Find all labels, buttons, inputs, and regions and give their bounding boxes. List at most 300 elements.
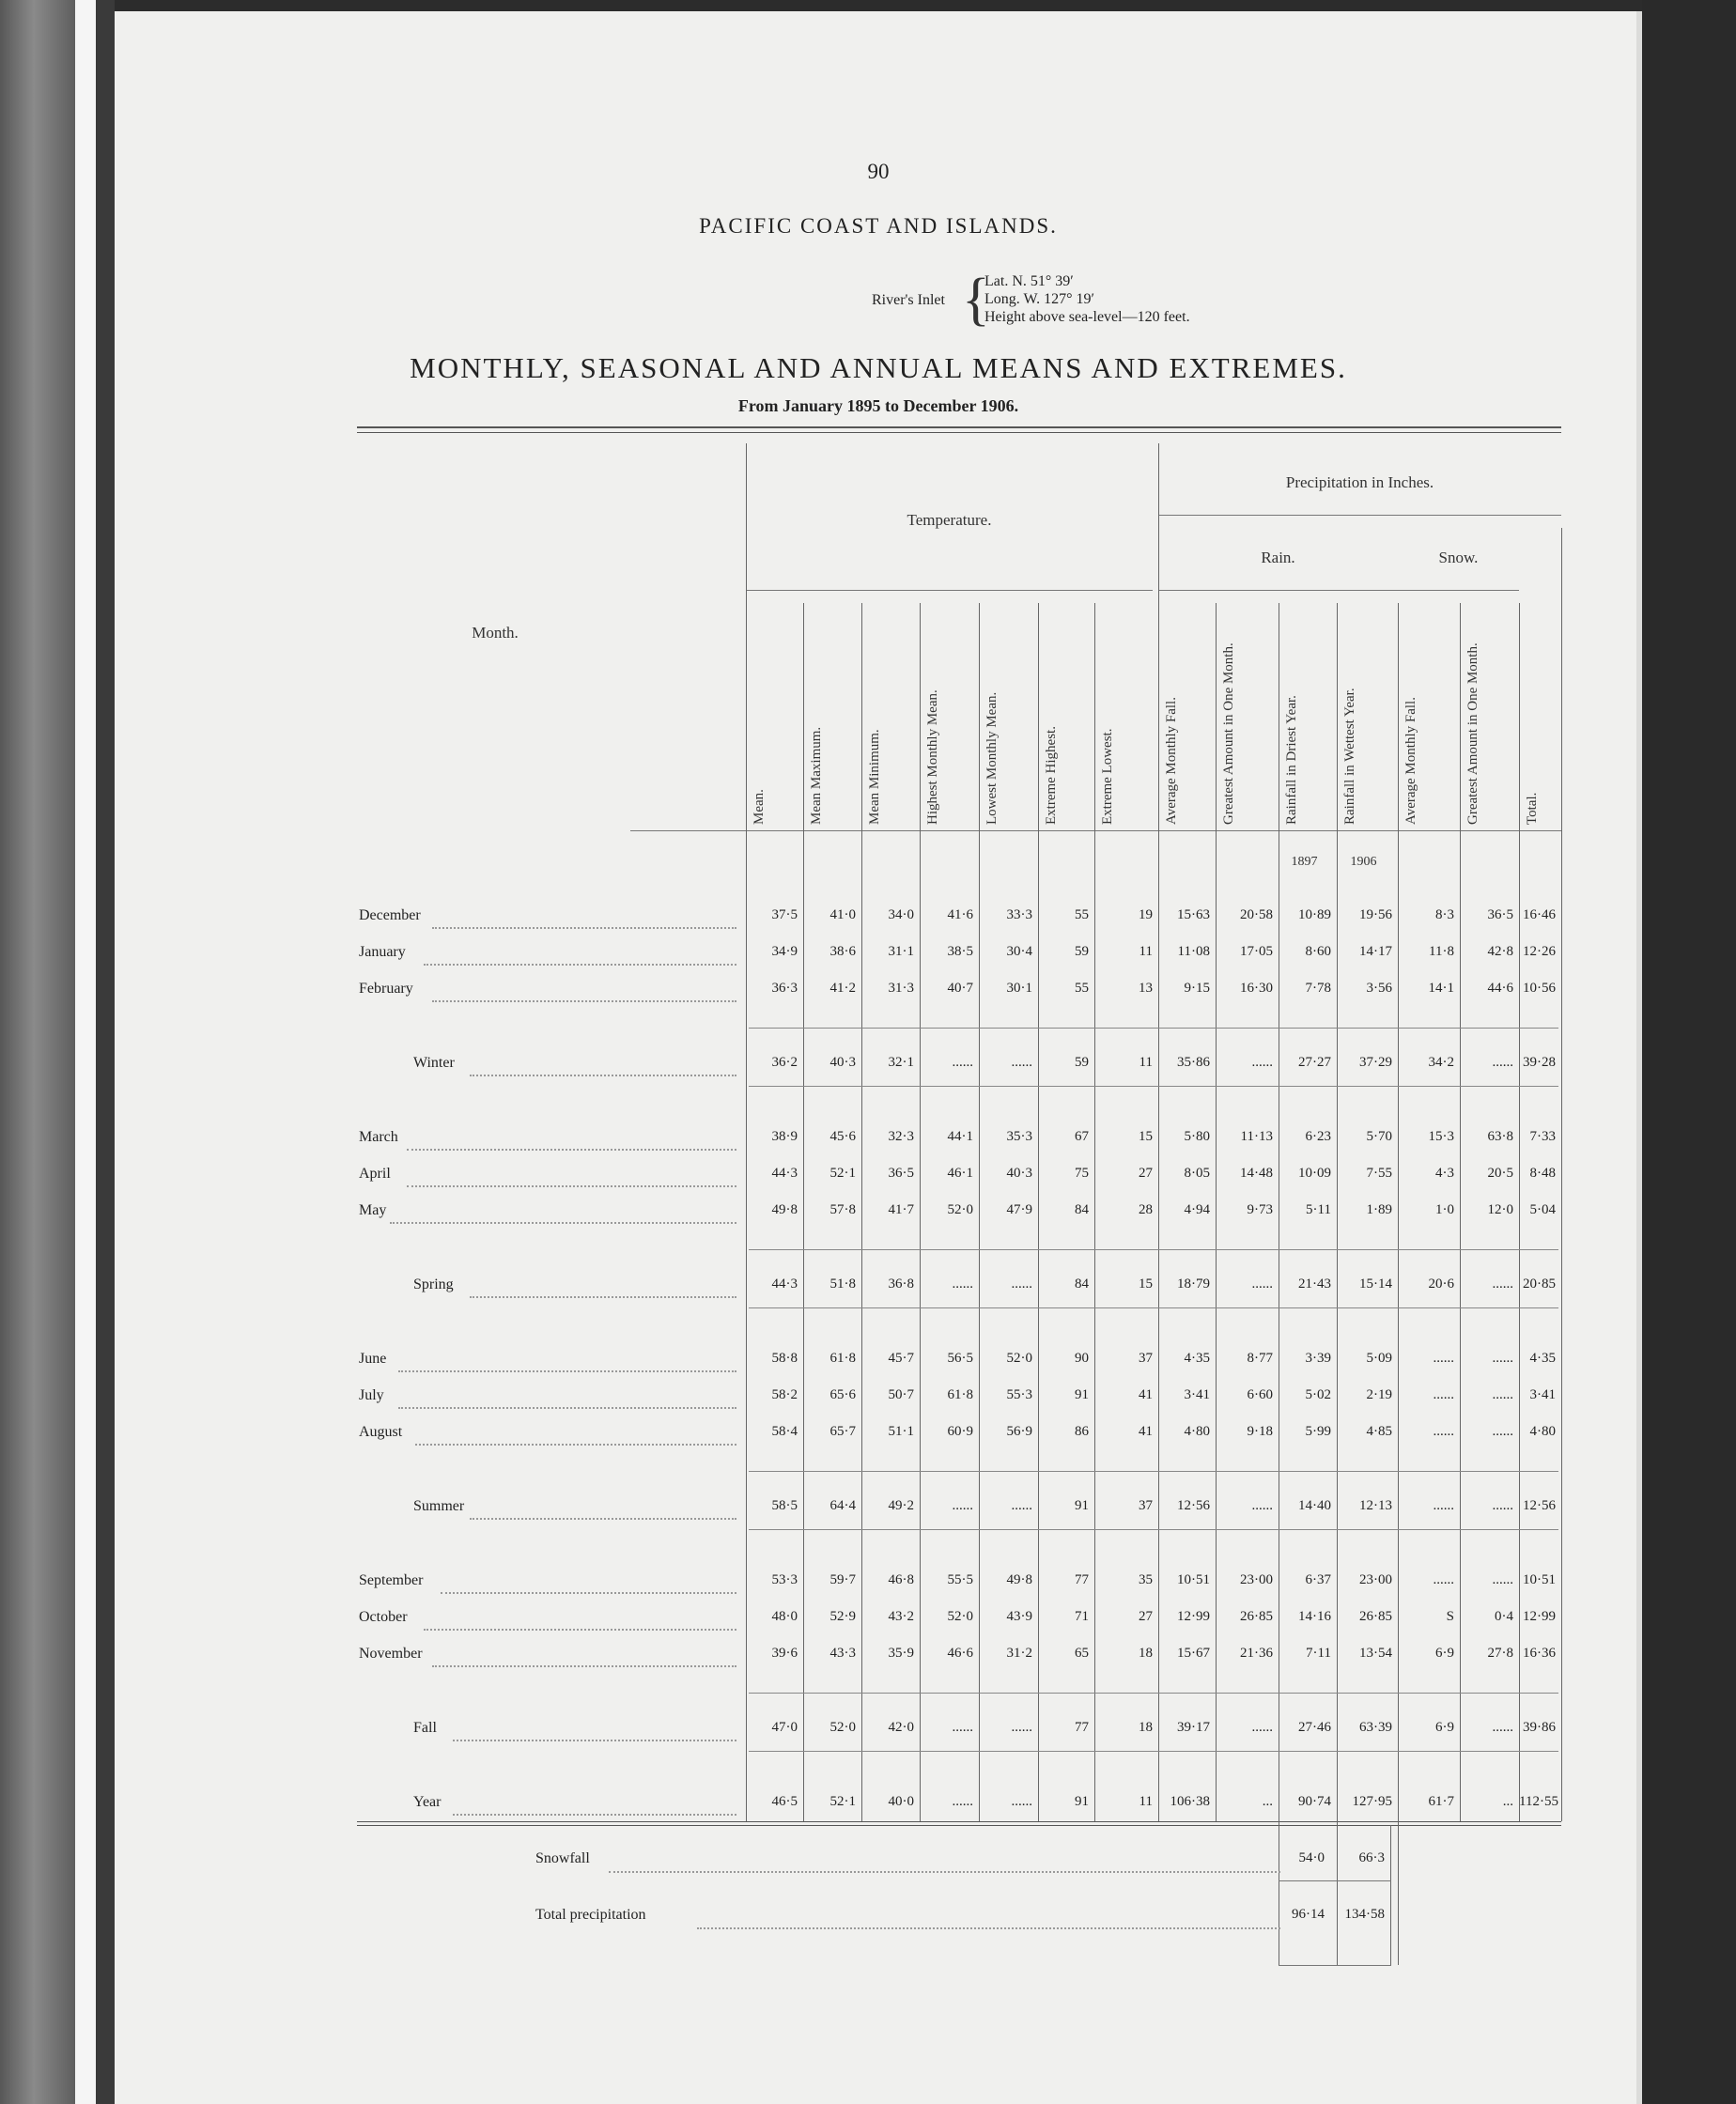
cell-extreme-lowest: 13: [1139, 981, 1153, 996]
snowfall-driest-value: 54·0: [1298, 1850, 1325, 1865]
cell-rainfall-driest-year: 10·09: [1298, 1166, 1331, 1181]
cell-snow-greatest-in-one-month: ......: [1492, 1424, 1513, 1439]
cell-rainfall-driest-year: 6·37: [1305, 1572, 1331, 1587]
leader-dots: [432, 912, 736, 929]
cell-highest-monthly-mean: 46·6: [947, 1646, 973, 1661]
cell-mean: 39·6: [771, 1646, 798, 1661]
cell-mean-maximum: 51·8: [829, 1276, 856, 1292]
cell-extreme-highest: 84: [1075, 1202, 1089, 1217]
cell-mean-maximum: 61·8: [829, 1351, 856, 1366]
cell-extreme-lowest: 18: [1139, 1720, 1153, 1735]
cell-lowest-monthly-mean: 55·3: [1006, 1387, 1032, 1402]
cell-mean-maximum: 40·3: [829, 1055, 856, 1070]
cell-rainfall-driest-year: 7·78: [1305, 981, 1331, 996]
cell-rainfall-driest-year: 8·60: [1305, 944, 1331, 959]
cell-total: 10·56: [1523, 981, 1556, 996]
cell-highest-monthly-mean: 38·5: [947, 944, 973, 959]
cell-lowest-monthly-mean: 49·8: [1006, 1572, 1032, 1587]
cell-rainfall-wettest-year: 127·95: [1352, 1794, 1392, 1809]
cell-extreme-highest: 91: [1075, 1498, 1089, 1513]
column-header-extreme-lowest: Extreme Lowest.: [1100, 728, 1115, 825]
cell-lowest-monthly-mean: 31·2: [1006, 1646, 1032, 1661]
cell-extreme-lowest: 41: [1139, 1424, 1153, 1439]
cell-snow-average-monthly-fall: 4·3: [1435, 1166, 1454, 1181]
cell-rain-greatest-in-one-month: 16·30: [1240, 981, 1273, 996]
scan-background: [1642, 0, 1736, 2104]
cell-total: 20·85: [1523, 1276, 1556, 1292]
season-separator-rule: [749, 1529, 1558, 1530]
cell-extreme-lowest: 18: [1139, 1646, 1153, 1661]
leader-dots: [441, 1577, 736, 1594]
cell-highest-monthly-mean: 55·5: [947, 1572, 973, 1587]
cell-rain-average-monthly-fall: 5·80: [1184, 1129, 1210, 1144]
cell-mean-minimum: 31·3: [888, 981, 914, 996]
cell-rain-greatest-in-one-month: ......: [1251, 1055, 1273, 1070]
cell-extreme-lowest: 28: [1139, 1202, 1153, 1217]
cell-lowest-monthly-mean: ......: [1011, 1276, 1032, 1292]
cell-lowest-monthly-mean: 43·9: [1006, 1609, 1032, 1624]
cell-total: 4·35: [1529, 1351, 1556, 1366]
cell-rain-average-monthly-fall: 15·67: [1177, 1646, 1210, 1661]
cell-highest-monthly-mean: 61·8: [947, 1387, 973, 1402]
cell-total: 10·51: [1523, 1572, 1556, 1587]
cell-lowest-monthly-mean: 30·4: [1006, 944, 1032, 959]
column-header-mean-minimum: Mean Minimum.: [867, 729, 882, 825]
leader-dots: [390, 1207, 736, 1224]
precipitation-group-rule: [1158, 515, 1561, 516]
table-bottom-rule-thin: [357, 1825, 1561, 1826]
cell-mean-minimum: 42·0: [888, 1720, 914, 1735]
cell-mean: 44·3: [771, 1166, 798, 1181]
cell-rain-average-monthly-fall: 39·17: [1177, 1720, 1210, 1735]
row-label: Fall: [413, 1720, 437, 1736]
cell-mean: 36·2: [771, 1055, 798, 1070]
cell-total: 5·04: [1529, 1202, 1556, 1217]
cell-mean: 53·3: [771, 1572, 798, 1587]
cell-rainfall-wettest-year: 12·13: [1359, 1498, 1392, 1513]
book-spine-edge: [0, 0, 75, 2104]
column-header-rule: [630, 830, 1561, 831]
cell-extreme-lowest: 19: [1139, 907, 1153, 922]
cell-snow-average-monthly-fall: 1·0: [1435, 1202, 1454, 1217]
snowfall-box-rule: [1279, 1880, 1391, 1881]
season-separator-rule: [749, 1693, 1558, 1694]
cell-rainfall-driest-year: 5·11: [1306, 1202, 1331, 1217]
cell-highest-monthly-mean: 40·7: [947, 981, 973, 996]
leader-dots: [470, 1060, 736, 1076]
cell-rainfall-wettest-year: 5·70: [1366, 1129, 1392, 1144]
cell-rainfall-wettest-year: 7·55: [1366, 1166, 1392, 1181]
cell-rain-greatest-in-one-month: 23·00: [1240, 1572, 1273, 1587]
cell-rainfall-driest-year: 5·99: [1305, 1424, 1331, 1439]
cell-rainfall-wettest-year: 14·17: [1359, 944, 1392, 959]
cell-lowest-monthly-mean: 35·3: [1006, 1129, 1032, 1144]
cell-rainfall-driest-year: 14·16: [1298, 1609, 1331, 1624]
table-top-rule: [357, 426, 1561, 428]
cell-rain-average-monthly-fall: 15·63: [1177, 907, 1210, 922]
leader-dots: [432, 985, 736, 1002]
cell-mean-minimum: 43·2: [888, 1609, 914, 1624]
cell-snow-average-monthly-fall: 8·3: [1435, 907, 1454, 922]
total-precip-wettest-value: 134·58: [1344, 1907, 1385, 1922]
cell-mean-maximum: 41·2: [829, 981, 856, 996]
row-label: February: [359, 981, 413, 997]
cell-highest-monthly-mean: 56·5: [947, 1351, 973, 1366]
table-top-rule-thin: [357, 432, 1561, 433]
cell-rainfall-wettest-year: 5·09: [1366, 1351, 1392, 1366]
cell-rain-greatest-in-one-month: 8·77: [1247, 1351, 1273, 1366]
cell-mean-minimum: 35·9: [888, 1646, 914, 1661]
cell-total: 12·26: [1523, 944, 1556, 959]
cell-snow-average-monthly-fall: S: [1446, 1609, 1454, 1624]
cell-mean-minimum: 36·5: [888, 1166, 914, 1181]
column-rule: [1561, 528, 1562, 1821]
cell-snow-greatest-in-one-month: 63·8: [1487, 1129, 1513, 1144]
cell-lowest-monthly-mean: 30·1: [1006, 981, 1032, 996]
page-edge-strip: [75, 0, 96, 2104]
cell-rain-average-monthly-fall: 9·15: [1184, 981, 1210, 996]
cell-mean: 44·3: [771, 1276, 798, 1292]
cell-mean-maximum: 52·1: [829, 1166, 856, 1181]
cell-total: 39·86: [1523, 1720, 1556, 1735]
cell-rain-greatest-in-one-month: ......: [1251, 1720, 1273, 1735]
cell-rain-greatest-in-one-month: 11·13: [1240, 1129, 1273, 1144]
row-label: Summer: [413, 1498, 465, 1514]
leader-dots: [407, 1134, 736, 1151]
cell-extreme-lowest: 11: [1139, 1055, 1153, 1070]
cell-extreme-lowest: 11: [1139, 944, 1153, 959]
row-label: December: [359, 907, 421, 923]
leader-dots: [398, 1355, 736, 1372]
row-label: November: [359, 1646, 423, 1662]
total-precipitation-label: Total precipitation: [535, 1907, 646, 1923]
cell-snow-greatest-in-one-month: ......: [1492, 1351, 1513, 1366]
cell-rainfall-driest-year: 6·23: [1305, 1129, 1331, 1144]
column-header-highest-monthly-mean: Highest Monthly Mean.: [925, 689, 940, 825]
cell-total: 4·80: [1529, 1424, 1556, 1439]
rain-group-header: Rain.: [1261, 549, 1295, 566]
cell-extreme-highest: 75: [1075, 1166, 1089, 1181]
cell-snow-greatest-in-one-month: 20·5: [1487, 1166, 1513, 1181]
column-header-mean: Mean.: [752, 789, 767, 825]
document-page: [115, 11, 1642, 2104]
row-label: August: [359, 1424, 403, 1440]
cell-snow-average-monthly-fall: 20·6: [1428, 1276, 1454, 1292]
cell-extreme-highest: 67: [1075, 1129, 1089, 1144]
cell-lowest-monthly-mean: ......: [1011, 1055, 1032, 1070]
cell-mean-minimum: 45·7: [888, 1351, 914, 1366]
cell-extreme-highest: 77: [1075, 1720, 1089, 1735]
cell-rainfall-wettest-year: 19·56: [1359, 907, 1392, 922]
cell-rain-average-monthly-fall: 10·51: [1177, 1572, 1210, 1587]
cell-snow-average-monthly-fall: 34·2: [1428, 1055, 1454, 1070]
cell-extreme-highest: 59: [1075, 1055, 1089, 1070]
row-label: Winter: [413, 1055, 455, 1071]
cell-snow-average-monthly-fall: ......: [1433, 1498, 1454, 1513]
cell-rainfall-wettest-year: 3·56: [1366, 981, 1392, 996]
row-label: July: [359, 1387, 384, 1403]
cell-rain-average-monthly-fall: 106·38: [1170, 1794, 1210, 1809]
cell-mean-maximum: 45·6: [829, 1129, 856, 1144]
cell-mean-minimum: 51·1: [888, 1424, 914, 1439]
cell-mean-maximum: 65·7: [829, 1424, 856, 1439]
cell-snow-greatest-in-one-month: ...: [1502, 1794, 1513, 1809]
cell-rain-greatest-in-one-month: 17·05: [1240, 944, 1273, 959]
total-precip-driest-value: 96·14: [1292, 1907, 1325, 1922]
cell-mean: 46·5: [771, 1794, 798, 1809]
cell-rain-average-monthly-fall: 4·35: [1184, 1351, 1210, 1366]
cell-mean-minimum: 49·2: [888, 1498, 914, 1513]
cell-extreme-highest: 86: [1075, 1424, 1089, 1439]
row-label: June: [359, 1351, 387, 1367]
cell-extreme-lowest: 15: [1139, 1276, 1153, 1292]
cell-extreme-highest: 55: [1075, 981, 1089, 996]
table-title: MONTHLY, SEASONAL AND ANNUAL MEANS AND EXTREMES.: [410, 351, 1347, 384]
cell-rain-average-monthly-fall: 35·86: [1177, 1055, 1210, 1070]
leader-dots: [415, 1429, 736, 1446]
cell-mean-minimum: 34·0: [888, 907, 914, 922]
cell-mean: 38·9: [771, 1129, 798, 1144]
row-label: Spring: [413, 1276, 454, 1292]
cell-total: 39·28: [1523, 1055, 1556, 1070]
cell-extreme-highest: 77: [1075, 1572, 1089, 1587]
cell-extreme-highest: 59: [1075, 944, 1089, 959]
cell-mean: 49·8: [771, 1202, 798, 1217]
cell-lowest-monthly-mean: 40·3: [1006, 1166, 1032, 1181]
section-heading: PACIFIC COAST AND ISLANDS.: [699, 214, 1058, 238]
cell-rainfall-driest-year: 90·74: [1298, 1794, 1331, 1809]
cell-rainfall-wettest-year: 63·39: [1359, 1720, 1392, 1735]
cell-snow-average-monthly-fall: 6·9: [1435, 1720, 1454, 1735]
cell-rainfall-driest-year: 21·43: [1298, 1276, 1331, 1292]
cell-lowest-monthly-mean: ......: [1011, 1720, 1032, 1735]
cell-extreme-lowest: 15: [1139, 1129, 1153, 1144]
cell-extreme-lowest: 41: [1139, 1387, 1153, 1402]
cell-mean-maximum: 52·1: [829, 1794, 856, 1809]
cell-mean-minimum: 31·1: [888, 944, 914, 959]
cell-extreme-highest: 91: [1075, 1794, 1089, 1809]
cell-rainfall-driest-year: 7·11: [1306, 1646, 1331, 1661]
cell-extreme-highest: 91: [1075, 1387, 1089, 1402]
station-info: [763, 268, 1364, 332]
cell-snow-greatest-in-one-month: ......: [1492, 1387, 1513, 1402]
cell-snow-greatest-in-one-month: 12·0: [1487, 1202, 1513, 1217]
wettest-year-label: 1906: [1350, 855, 1377, 869]
cell-rain-greatest-in-one-month: 9·18: [1247, 1424, 1273, 1439]
column-header-extreme-highest: Extreme Highest.: [1044, 726, 1059, 825]
row-label: January: [359, 944, 406, 960]
cell-rain-greatest-in-one-month: 20·58: [1240, 907, 1273, 922]
cell-rain-average-monthly-fall: 11·08: [1177, 944, 1210, 959]
column-header-rain-average-monthly-fall: Average Monthly Fall.: [1164, 697, 1179, 825]
season-separator-rule: [749, 1307, 1558, 1308]
cell-mean-maximum: 59·7: [829, 1572, 856, 1587]
column-rule: [1390, 1825, 1391, 1965]
cell-highest-monthly-mean: 52·0: [947, 1609, 973, 1624]
cell-total: 16·36: [1523, 1646, 1556, 1661]
cell-snow-average-monthly-fall: 11·8: [1429, 944, 1454, 959]
gutter-shadow: [96, 0, 115, 2104]
cell-mean-minimum: 46·8: [888, 1572, 914, 1587]
cell-rain-greatest-in-one-month: 14·48: [1240, 1166, 1273, 1181]
cell-mean-maximum: 64·4: [829, 1498, 856, 1513]
cell-highest-monthly-mean: 60·9: [947, 1424, 973, 1439]
cell-rain-average-monthly-fall: 18·79: [1177, 1276, 1210, 1292]
cell-mean: 58·8: [771, 1351, 798, 1366]
cell-mean: 58·5: [771, 1498, 798, 1513]
cell-mean: 37·5: [771, 907, 798, 922]
cell-mean-minimum: 40·0: [888, 1794, 914, 1809]
snowfall-wettest-value: 66·3: [1358, 1850, 1385, 1865]
station-latitude: Lat. N. 51° 39′: [984, 273, 1074, 289]
cell-snow-greatest-in-one-month: 44·6: [1487, 981, 1513, 996]
cell-lowest-monthly-mean: ......: [1011, 1498, 1032, 1513]
leader-dots: [453, 1725, 736, 1741]
cell-mean-maximum: 57·8: [829, 1202, 856, 1217]
cell-rainfall-wettest-year: 15·14: [1359, 1276, 1392, 1292]
leader-dots: [432, 1650, 736, 1667]
cell-lowest-monthly-mean: 33·3: [1006, 907, 1032, 922]
leader-dots: [453, 1799, 736, 1816]
brace-icon: {: [962, 268, 990, 332]
cell-mean-maximum: 41·0: [829, 907, 856, 922]
cell-mean: 58·4: [771, 1424, 798, 1439]
cell-extreme-lowest: 37: [1139, 1498, 1153, 1513]
page-number: 90: [867, 160, 890, 183]
cell-rain-average-monthly-fall: 8·05: [1184, 1166, 1210, 1181]
cell-total: 3·41: [1529, 1387, 1556, 1402]
table-bottom-rule: [357, 1821, 1561, 1822]
cell-highest-monthly-mean: ......: [952, 1794, 973, 1809]
leader-dots: [470, 1503, 736, 1520]
cell-mean-maximum: 65·6: [829, 1387, 856, 1402]
season-separator-rule: [749, 1751, 1558, 1752]
cell-snow-average-monthly-fall: ......: [1433, 1572, 1454, 1587]
row-label: September: [359, 1572, 424, 1588]
page-edge-shadow: [1636, 11, 1642, 2104]
column-header-rain-greatest-in-one-month: Greatest Amount in One Month.: [1221, 642, 1236, 825]
month-column-header: Month.: [472, 624, 519, 642]
leader-dots: [609, 1856, 1280, 1873]
cell-snow-average-monthly-fall: ......: [1433, 1387, 1454, 1402]
cell-rain-greatest-in-one-month: 21·36: [1240, 1646, 1273, 1661]
cell-mean: 48·0: [771, 1609, 798, 1624]
cell-mean: 58·2: [771, 1387, 798, 1402]
cell-snow-greatest-in-one-month: ......: [1492, 1498, 1513, 1513]
season-separator-rule: [749, 1086, 1558, 1087]
cell-extreme-highest: 90: [1075, 1351, 1089, 1366]
season-separator-rule: [749, 1471, 1558, 1472]
driest-year-label: 1897: [1291, 855, 1318, 869]
cell-highest-monthly-mean: ......: [952, 1276, 973, 1292]
cell-mean: 36·3: [771, 981, 798, 996]
cell-snow-greatest-in-one-month: ......: [1492, 1276, 1513, 1292]
cell-rainfall-driest-year: 27·27: [1298, 1055, 1331, 1070]
cell-rainfall-driest-year: 27·46: [1298, 1720, 1331, 1735]
cell-extreme-lowest: 35: [1139, 1572, 1153, 1587]
snowfall-box-rule: [1279, 1965, 1391, 1966]
season-separator-rule: [749, 1249, 1558, 1250]
cell-lowest-monthly-mean: ......: [1011, 1794, 1032, 1809]
row-label: October: [359, 1609, 408, 1625]
cell-snow-greatest-in-one-month: ......: [1492, 1055, 1513, 1070]
cell-snow-average-monthly-fall: 61·7: [1428, 1794, 1454, 1809]
cell-rain-average-monthly-fall: 12·56: [1177, 1498, 1210, 1513]
cell-extreme-lowest: 27: [1139, 1166, 1153, 1181]
cell-rain-average-monthly-fall: 4·80: [1184, 1424, 1210, 1439]
cell-snow-greatest-in-one-month: 42·8: [1487, 944, 1513, 959]
season-separator-rule: [749, 1028, 1558, 1029]
station-longitude: Long. W. 127° 19′: [984, 291, 1095, 307]
leader-dots: [398, 1392, 736, 1409]
cell-highest-monthly-mean: 52·0: [947, 1202, 973, 1217]
cell-snow-average-monthly-fall: 14·1: [1428, 981, 1454, 996]
cell-rain-greatest-in-one-month: 6·60: [1247, 1387, 1273, 1402]
cell-extreme-lowest: 27: [1139, 1609, 1153, 1624]
cell-rain-greatest-in-one-month: ......: [1251, 1276, 1273, 1292]
station-height: Height above sea-level—120 feet.: [984, 309, 1190, 325]
cell-mean-maximum: 52·0: [829, 1720, 856, 1735]
cell-extreme-highest: 65: [1075, 1646, 1089, 1661]
cell-rainfall-wettest-year: 1·89: [1366, 1202, 1392, 1217]
cell-rainfall-wettest-year: 26·85: [1359, 1609, 1392, 1624]
leader-dots: [424, 1614, 736, 1631]
cell-rain-average-monthly-fall: 4·94: [1184, 1202, 1210, 1217]
cell-mean-minimum: 32·3: [888, 1129, 914, 1144]
cell-snow-greatest-in-one-month: 27·8: [1487, 1646, 1513, 1661]
cell-highest-monthly-mean: ......: [952, 1720, 973, 1735]
column-header-snow-average-monthly-fall: Average Monthly Fall.: [1403, 697, 1418, 825]
cell-rain-average-monthly-fall: 12·99: [1177, 1609, 1210, 1624]
cell-lowest-monthly-mean: 56·9: [1006, 1424, 1032, 1439]
cell-snow-greatest-in-one-month: 0·4: [1495, 1609, 1513, 1624]
cell-mean-minimum: 41·7: [888, 1202, 914, 1217]
leader-dots: [470, 1281, 736, 1298]
column-header-snow-greatest-in-one-month: Greatest Amount in One Month.: [1465, 642, 1480, 825]
cell-rainfall-wettest-year: 13·54: [1359, 1646, 1392, 1661]
cell-snow-average-monthly-fall: 15·3: [1428, 1129, 1454, 1144]
temperature-group-rule: [746, 590, 1153, 591]
precipitation-group-header: Precipitation in Inches.: [1285, 473, 1434, 491]
cell-mean-minimum: 50·7: [888, 1387, 914, 1402]
cell-total: 8·48: [1529, 1166, 1556, 1181]
leader-dots: [424, 949, 736, 966]
column-header-rainfall-driest-year: Rainfall in Driest Year.: [1284, 695, 1299, 825]
cell-rainfall-wettest-year: 4·85: [1366, 1424, 1392, 1439]
cell-mean-maximum: 38·6: [829, 944, 856, 959]
temperature-group-header: Temperature.: [907, 511, 992, 529]
cell-rainfall-wettest-year: 37·29: [1359, 1055, 1392, 1070]
cell-highest-monthly-mean: ......: [952, 1055, 973, 1070]
cell-snow-greatest-in-one-month: 36·5: [1487, 907, 1513, 922]
cell-mean-maximum: 43·3: [829, 1646, 856, 1661]
cell-rain-greatest-in-one-month: 9·73: [1247, 1202, 1273, 1217]
column-header-lowest-monthly-mean: Lowest Monthly Mean.: [984, 691, 1000, 825]
cell-highest-monthly-mean: 41·6: [947, 907, 973, 922]
cell-rainfall-driest-year: 3·39: [1305, 1351, 1331, 1366]
row-label: March: [359, 1129, 398, 1145]
cell-highest-monthly-mean: ......: [952, 1498, 973, 1513]
snow-group-header: Snow.: [1438, 549, 1479, 566]
leader-dots: [407, 1170, 736, 1187]
cell-total: 12·56: [1523, 1498, 1556, 1513]
cell-rain-average-monthly-fall: 3·41: [1184, 1387, 1210, 1402]
table-subtitle: From January 1895 to December 1906.: [737, 396, 1019, 415]
cell-rainfall-wettest-year: 2·19: [1366, 1387, 1392, 1402]
rain-snow-group-rule: [1158, 590, 1519, 591]
column-header-rainfall-wettest-year: Rainfall in Wettest Year.: [1342, 688, 1357, 825]
cell-snow-average-monthly-fall: ......: [1433, 1424, 1454, 1439]
